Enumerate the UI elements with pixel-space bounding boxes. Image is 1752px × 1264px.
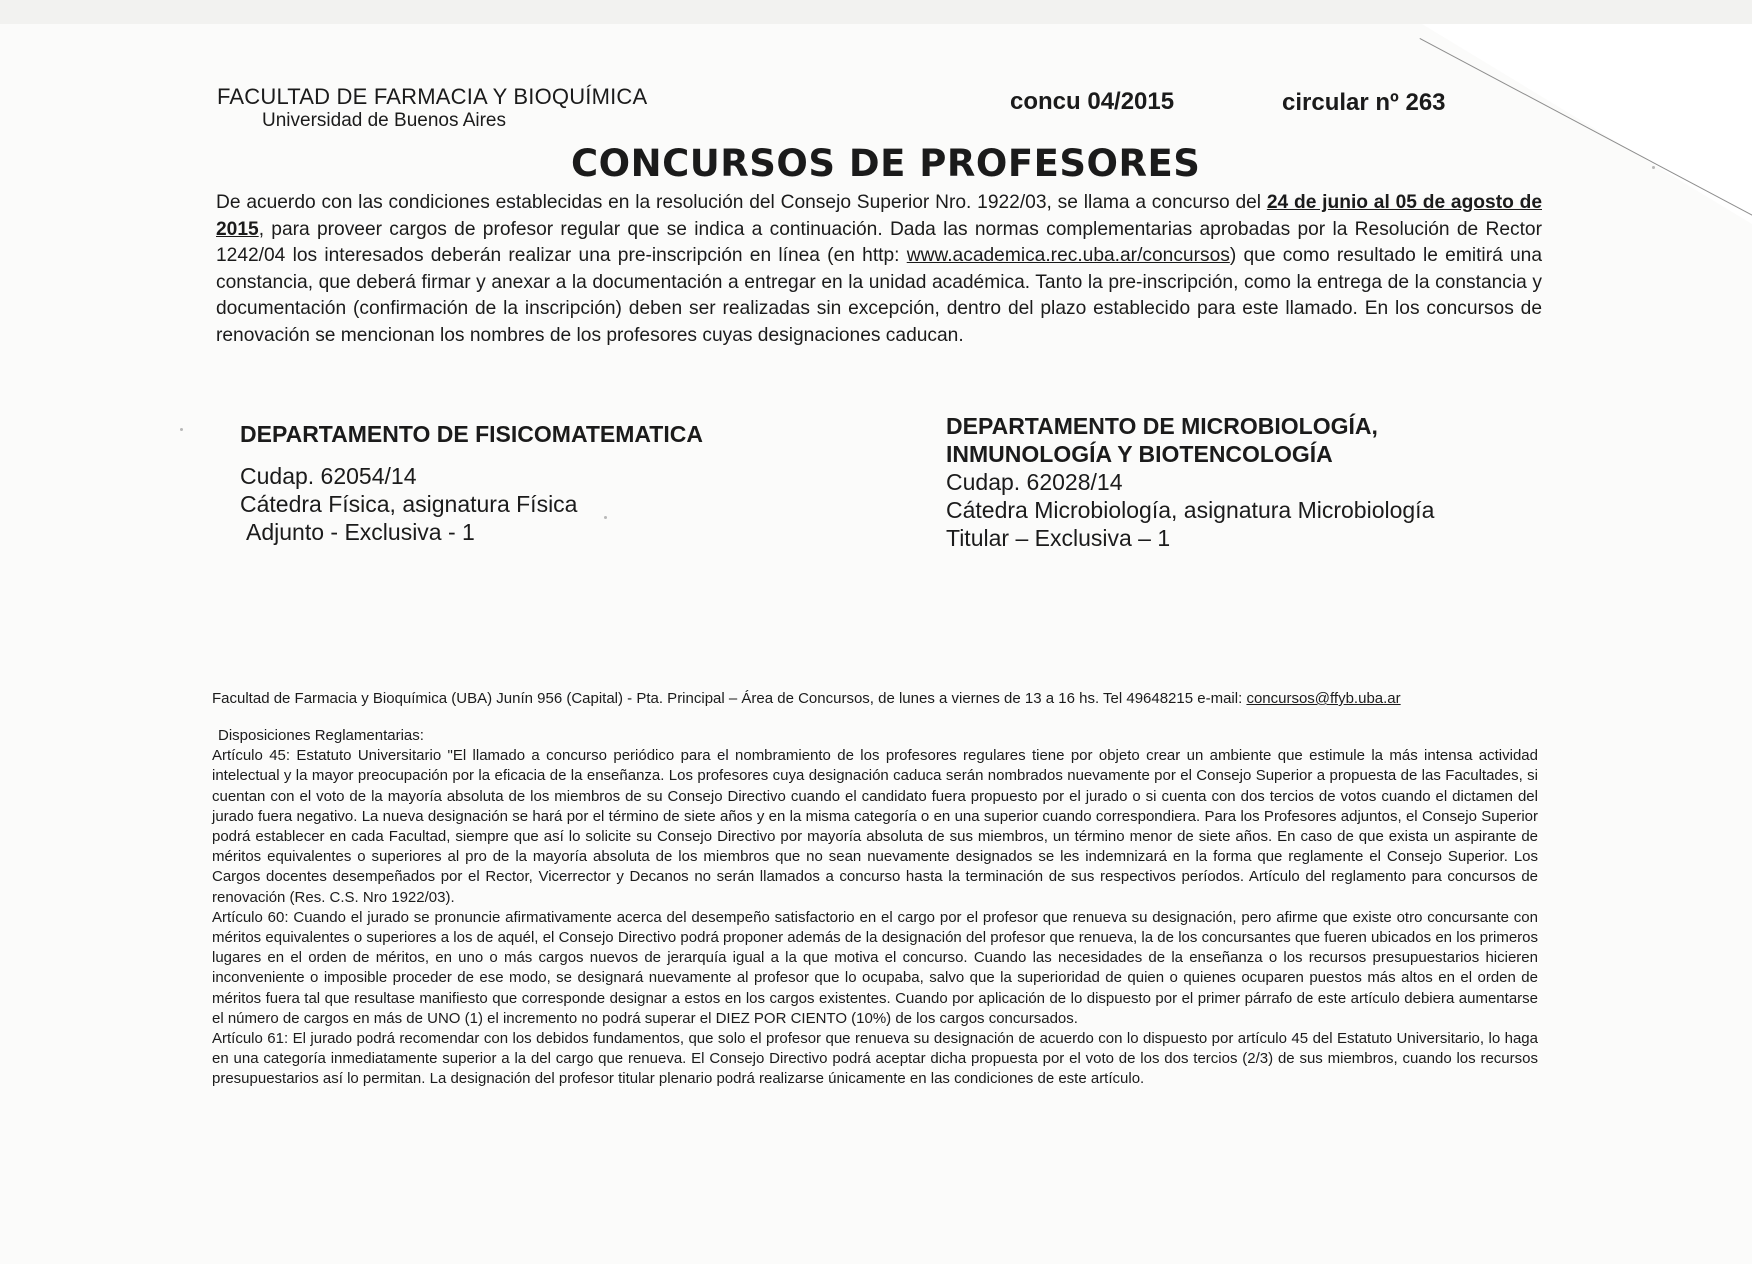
scan-speck xyxy=(1652,166,1655,169)
cargo: Titular – Exclusiva – 1 xyxy=(946,525,1171,551)
department-name: DEPARTAMENTO DE FISICOMATEMATICA xyxy=(240,421,703,447)
intro-paragraph xyxy=(216,190,1542,349)
department-name-line-1: DEPARTAMENTO DE MICROBIOLOGÍA, xyxy=(946,413,1378,439)
page-title: CONCURSOS DE PROFESORES xyxy=(571,142,1201,185)
cudap-number: Cudap. 62028/14 xyxy=(946,469,1123,495)
circular-number: circular nº 263 xyxy=(1282,89,1446,116)
intro-text-2: , para proveer cargos de profesor regular que se indica a continuación. Dada las normas complementarias aprobadas por la Resolución de Rector 1242/04 los interesados deberán realizar una pre-inscripción en línea (en http: xyxy=(216,218,1542,266)
article-61: Artículo 61: El jurado podrá recomendar con los debidos fundamentos, que solo el profesor que renueva su designación de acuerdo con lo dispuesto por artículo 45 del Estatuto Universitario, lo haga en una categoría inmediatamente superior a la del cargo que renueva. El Consejo Directivo podrá aceptar dicha propuesta por el voto de los dos tercios (2/3) de sus miembros, cuando los recursos presupuestarios así lo permitan. La designación del profesor titular plenario podrá realizarse únicamente en las condiciones de este artículo. xyxy=(212,1030,1538,1088)
department-block-microbiologia xyxy=(946,412,1434,552)
faculty-name: FACULTAD DE FARMACIA Y BIOQUÍMICA xyxy=(217,84,648,109)
cargo: Adjunto - Exclusiva - 1 xyxy=(246,519,475,545)
department-block-fisicomatematica xyxy=(240,420,703,546)
scan-speck xyxy=(180,428,183,431)
university-name: Universidad de Buenos Aires xyxy=(262,110,506,131)
contact-text: Facultad de Farmacia y Bioquímica (UBA) Junín 956 (Capital) - Pta. Principal – Área de Concursos, de lunes a viernes de 13 a 16 hs. Tel 49648215 e-mail: xyxy=(212,690,1247,707)
catedra: Cátedra Física, asignatura Física xyxy=(240,491,578,517)
cudap-number: Cudap. 62054/14 xyxy=(240,463,417,489)
call-dates: 24 de junio al 05 de agosto de 2015 xyxy=(216,192,1542,240)
regulations xyxy=(212,726,1538,1090)
contact-line xyxy=(212,690,1552,708)
article-60: Artículo 60: Cuando el jurado se pronuncie afirmativamente acerca del desempeño satisfactorio en el cargo por el profesor que renueva su designación, pero afirme que existe otro concursante con méritos equivalentes o superiores a los de aquél, el Consejo Directivo podrá proponer además de la designación del profesor que renueva, la de los concursantes que fueren ubicados en los primeros lugares en el orden de méritos, en uno o más cargos nuevos de jerarquía igual a la que motiva el concurso. Cuando las necesidades de la enseñanza o los recursos presupuestarios hicieren inconveniente o imposible proceder de ese modo, se designará nuevamente al profesor que lo ocupaba, salvo que la superioridad de quien o quienes ocuparen puestos más altos en el orden de méritos fuera tal que resultase manifiesto que corresponde designar a estos en los cargos existentes. Cuando por aplicación de lo dispuesto por el primer párrafo de este artículo debiera aumentarse el número de cargos en más de UNO (1) el incremento no podrá superar el DIEZ POR CIENTO (10%) de los cargos concursados. xyxy=(212,908,1538,1027)
intro-text-1: De acuerdo con las condiciones establecidas en la resolución del Consejo Superior Nro. 1922/03, se llama a concurso del xyxy=(216,192,1267,213)
preinscription-link[interactable]: www.academica.rec.uba.ar/concursos xyxy=(906,245,1230,266)
catedra: Cátedra Microbiología, asignatura Microbiología xyxy=(946,497,1435,523)
department-name-line-2: INMUNOLOGÍA Y BIOTENCOLOGÍA xyxy=(946,441,1333,467)
concu-number: concu 04/2015 xyxy=(1010,88,1175,115)
intro-text-3: ) que como resultado le emitirá una constancia, que deberá firmar y anexar a la documentación a entregar en la unidad académica. Tanto la pre-inscripción, como la entrega de la constancia y documentación (confirmación de la inscripción) deben ser realizadas sin excepción, dentro del plazo establecido para este llamado. En los concursos de renovación se mencionan los nombres de los profesores cuyas designaciones caducan. xyxy=(216,245,1542,346)
article-45: Artículo 45: Estatuto Universitario "El llamado a concurso periódico para el nombramiento de los profesores regulares tiene por objeto crear un ambiente que estimule la más intensa actividad intelectual y la mayor preocupación por la eficacia de la enseñanza. Los profesores cuya designación caduca serán nombrados nuevamente por el Consejo Superior a propuesta de las Facultades, si cuentan con el voto de la mayoría absoluta de los miembros de su Consejo Directivo cuando el candidato fuera propuesto por el jurado o si cuenta con dos tercios de votos cuando el dictamen del jurado fuera negativo. La nueva designación se hará por el término de siete años y en la misma categoría o en una superior cuando correspondiera. Para los Profesores adjuntos, el Consejo Superior podrá establecer en cada Facultad, siempre que así lo solicite su Consejo Directivo por mayoría absoluta de sus miembros, un término menor de siete años. En caso de que exista un aspirante de méritos equivalentes o superiores al pro de la mayoría absoluta de los miembros que no sean nuevamente designados se les indemnizará en la forma que reglamente el Consejo Superior. Los Cargos docentes desempeñados por el Rector, Vicerrector y Decanos no serán llamados a concurso hasta la terminación de sus respectivos períodos. Artículo del reglamento para concursos de renovación (Res. C.S. Nro 1922/03). xyxy=(212,747,1538,906)
regulations-heading: Disposiciones Reglamentarias: xyxy=(218,727,424,744)
contact-email-link[interactable]: concursos@ffyb.uba.ar xyxy=(1246,690,1401,707)
